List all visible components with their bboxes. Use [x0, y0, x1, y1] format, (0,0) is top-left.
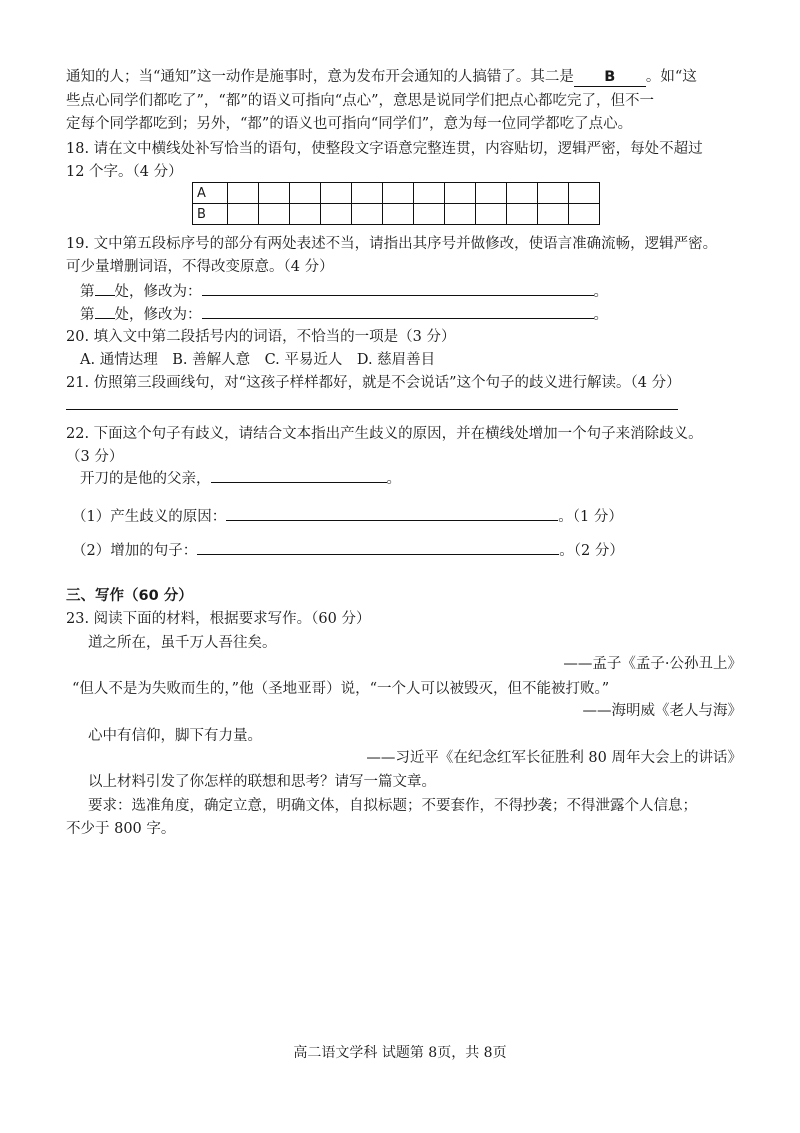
- grid-row-a: [193, 183, 600, 204]
- grid-cell[interactable]: [507, 183, 538, 204]
- intro-line-3: 定每个同学都吃到；另外，“都”的语义也可指向“同学们”，意为每一位同学都吃了点心。: [66, 116, 633, 132]
- grid-cell[interactable]: [476, 183, 507, 204]
- material-1: 道之所在，虽千万人吾往矣。: [88, 635, 277, 651]
- page-footer: 高二语文学科 试题第 8页，共 8页: [293, 1045, 507, 1061]
- writing-prompt: 以上材料引发了你怎样的联想和思考？请写一篇文章。: [88, 774, 436, 790]
- grid-cell[interactable]: [352, 183, 383, 204]
- intro-line-1-end: 。如“这: [645, 69, 697, 85]
- grid-cell[interactable]: [259, 183, 290, 204]
- writing-requirements-1: 要求：选准角度，确定立意，明确文体，自拟标题；不要套作，不得抄袭；不得泄露个人信息；: [88, 798, 697, 814]
- material-1-source: ——孟子《孟子·公孙丑上》: [563, 656, 742, 672]
- grid-cell[interactable]: [383, 183, 414, 204]
- intro-line-1-text: 通知的人；当“通知”这一动作是施事时，意为发布开会通知的人搞错了。其二是: [66, 69, 574, 85]
- q19-answer-1: [80, 281, 608, 303]
- section-3-title: 三、写作（60 分）: [66, 588, 193, 604]
- q22-sentence-end: 。: [386, 471, 401, 487]
- grid-cell[interactable]: [538, 183, 569, 204]
- q19-number-blank-2[interactable]: [95, 318, 115, 319]
- q22-answer-1-score: 。（1 分）: [558, 509, 623, 525]
- q22-line-1: 22. 下面这个句子有歧义，请结合文本指出产生歧义的原因，并在横线处增加一个句子来消除歧义。: [66, 426, 703, 442]
- q20-options: A. 通情达理 B. 善解人意 C. 平易近人 D. 慈眉善目: [80, 352, 436, 368]
- grid-row-b: [193, 204, 600, 225]
- q19-answer-2-label: 处，修改为：: [114, 307, 202, 323]
- q22-answer-1-label: （1）产生歧义的原因：: [72, 509, 227, 525]
- q19-revision-blank-2[interactable]: [202, 318, 594, 319]
- material-3-source: ——习近平《在纪念红军长征胜利 80 周年大会上的讲话》: [366, 750, 742, 766]
- q19-line-2: 可少量增删词语，不得改变原意。（4 分）: [66, 259, 334, 275]
- q19-answer-2-end: 。: [593, 307, 608, 323]
- q19-answer-1-end: 。: [593, 284, 608, 300]
- q19-answer-2: [80, 304, 608, 326]
- grid-label-a: A: [193, 183, 228, 204]
- grid-cell[interactable]: [445, 204, 476, 225]
- grid-cell[interactable]: [228, 204, 259, 225]
- q22-sentence-blank[interactable]: [211, 482, 387, 483]
- grid-cell[interactable]: [290, 183, 321, 204]
- answer-blank-b: B: [574, 68, 646, 87]
- grid-cell[interactable]: [290, 204, 321, 225]
- q19-number-blank-1[interactable]: [95, 295, 115, 296]
- q22-answer-1: [72, 506, 623, 528]
- q22-sentence-text: 开刀的是他的父亲，: [80, 471, 211, 487]
- q20-line-1: 20. 填入文中第二段括号内的词语，不恰当的一项是（3 分）: [66, 329, 456, 345]
- q19-answer-1-prefix: 第: [80, 284, 95, 300]
- grid-cell[interactable]: [414, 204, 445, 225]
- grid-cell[interactable]: [414, 183, 445, 204]
- grid-cell[interactable]: [383, 204, 414, 225]
- q22-added-sentence-blank[interactable]: [197, 554, 559, 555]
- intro-line-2: 些点心同学们都吃了”，“都”的语义可指向“点心”，意思是说同学们把点心都吃完了，但不一: [66, 93, 655, 109]
- q18-answer-grid: [192, 182, 600, 225]
- grid-cell[interactable]: [538, 204, 569, 225]
- material-3: 心中有信仰，脚下有力量。: [88, 728, 262, 744]
- q18-line-1: 18. 请在文中横线处补写恰当的语句，使整段文字语意完整连贯，内容贴切，逻辑严密，每处不超过: [66, 141, 703, 157]
- q23-line: 23. 阅读下面的材料，根据要求写作。（60 分）: [66, 611, 371, 627]
- grid-cell[interactable]: [228, 183, 259, 204]
- q22-answer-2-label: （2）增加的句子：: [72, 543, 198, 559]
- q22-sentence: [80, 468, 401, 490]
- grid-cell[interactable]: [569, 204, 600, 225]
- grid-cell[interactable]: [259, 204, 290, 225]
- grid-cell[interactable]: [569, 183, 600, 204]
- q22-answer-2: [72, 540, 624, 562]
- grid-cell[interactable]: [507, 204, 538, 225]
- q22-line-2: （3 分）: [66, 449, 124, 465]
- grid-label-b: B: [193, 204, 228, 225]
- grid-cell[interactable]: [445, 183, 476, 204]
- q21-answer-line[interactable]: [66, 409, 678, 410]
- q22-answer-2-score: 。（2 分）: [559, 543, 624, 559]
- q19-answer-2-prefix: 第: [80, 307, 95, 323]
- grid-cell[interactable]: [321, 183, 352, 204]
- q19-line-1: 19. 文中第五段标序号的部分有两处表述不当，请指出其序号并做修改，使语言准确流畅，逻辑严密。: [66, 236, 718, 252]
- grid-cell[interactable]: [476, 204, 507, 225]
- grid-cell[interactable]: [352, 204, 383, 225]
- q22-reason-blank[interactable]: [226, 520, 558, 521]
- q19-revision-blank-1[interactable]: [202, 295, 594, 296]
- q21-line-1: 21. 仿照第三段画线句，对“这孩子样样都好，就是不会说话”这个句子的歧义进行解读。（4 分）: [66, 375, 681, 391]
- q19-answer-1-label: 处，修改为：: [114, 284, 202, 300]
- intro-line-1: [66, 66, 697, 88]
- material-2: “但人不是为失败而生的，”他（圣地亚哥）说，“一个人可以被毁灭，但不能被打败。”: [72, 681, 610, 697]
- grid-cell[interactable]: [321, 204, 352, 225]
- q18-line-2: 12 个字。（4 分）: [66, 164, 183, 180]
- writing-requirements-2: 不少于 800 字。: [66, 821, 176, 837]
- material-2-source: ——海明威《老人与海》: [582, 703, 742, 719]
